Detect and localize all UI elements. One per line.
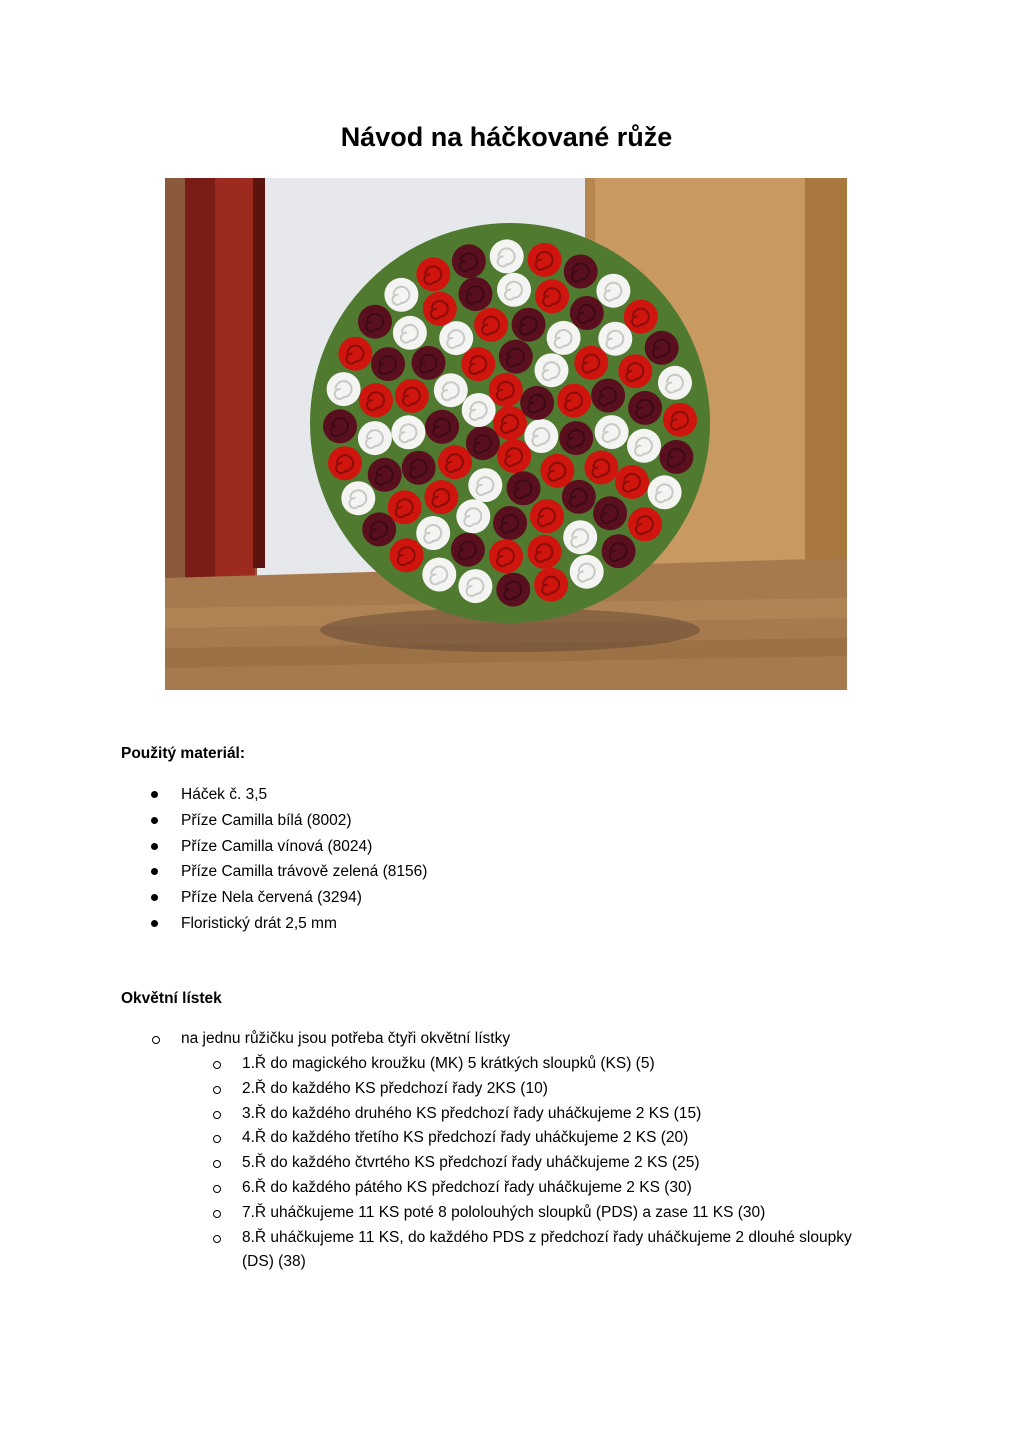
- rose-shape: [416, 516, 450, 550]
- materials-item: Háček č. 3,5: [0, 784, 427, 810]
- rose-shape: [540, 454, 574, 488]
- rose-shape: [358, 305, 392, 339]
- bullet-icon: [151, 843, 158, 850]
- rose-shape: [459, 277, 493, 311]
- rose-shape: [338, 337, 372, 371]
- rose-shape: [425, 410, 459, 444]
- materials-item: Floristický drát 2,5 mm: [0, 913, 427, 939]
- rose-shape: [371, 347, 405, 381]
- rose-shape: [362, 512, 396, 546]
- rose-shape: [474, 308, 508, 342]
- rose-shape: [497, 439, 531, 473]
- rose-shape: [489, 539, 523, 573]
- bullet-icon: [151, 894, 158, 901]
- rose-shape: [391, 415, 425, 449]
- rose-shape: [507, 471, 541, 505]
- rose-shape: [423, 292, 457, 326]
- rose-shape: [535, 279, 569, 313]
- petal-intro-item: na jednu růžičku jsou potřeba čtyři okvětní lístky: [0, 1028, 510, 1050]
- rose-shape: [520, 386, 554, 420]
- circle-bullet-icon: [213, 1210, 221, 1218]
- page-title: Návod na háčkované růže: [340, 122, 673, 152]
- circle-bullet-icon: [213, 1135, 221, 1143]
- rose-shape: [496, 573, 530, 607]
- row-item: 8.Ř uháčkujeme 11 KS, do každého PDS z předchozí řady uháčkujeme 2 dlouhé sloupky (DS) (38): [0, 1226, 852, 1276]
- rose-shape: [458, 569, 492, 603]
- rose-shape: [434, 373, 468, 407]
- rose-shape: [570, 555, 604, 589]
- rose-shape: [341, 481, 375, 515]
- bullet-icon: [151, 817, 158, 824]
- rose-shape: [327, 372, 361, 406]
- circle-bullet-icon: [213, 1061, 221, 1069]
- rose-shape: [384, 278, 418, 312]
- rose-shape: [359, 383, 393, 417]
- rose-shape: [534, 568, 568, 602]
- rose-shape: [456, 499, 490, 533]
- rose-shape: [416, 257, 450, 291]
- materials-item: Příze Camilla bílá (8002): [0, 810, 427, 836]
- rose-shape: [461, 347, 495, 381]
- petal-rows-list: [0, 1052, 852, 1275]
- rose-shape: [524, 419, 558, 453]
- rose-shape: [595, 415, 629, 449]
- rose-shape: [438, 445, 472, 479]
- circle-bullet-icon: [213, 1160, 221, 1168]
- rose-shape: [489, 373, 523, 407]
- rose-shape: [559, 421, 593, 455]
- rose-shape: [628, 507, 662, 541]
- rose-shape: [462, 393, 496, 427]
- rose-shape: [512, 308, 546, 342]
- row-item: 2.Ř do každého KS předchozí řady 2KS (10): [0, 1077, 852, 1102]
- row-item: 3.Ř do každého druhého KS předchozí řady uháčkujeme 2 KS (15): [0, 1102, 852, 1127]
- rose-shape: [658, 366, 692, 400]
- rose-shape: [563, 520, 597, 554]
- rose-shape: [388, 490, 422, 524]
- rose-shape: [627, 429, 661, 463]
- rose-shape: [466, 426, 500, 460]
- rose-shape: [564, 255, 598, 289]
- rose-shape: [535, 353, 569, 387]
- row-item: 6.Ř do každého pátého KS předchozí řady uháčkujeme 2 KS (30): [0, 1176, 852, 1201]
- rose-shape: [452, 244, 486, 278]
- rose-shape: [557, 384, 591, 418]
- rose-shape: [528, 243, 562, 277]
- circle-bullet-icon: [213, 1235, 221, 1243]
- rose-shape: [439, 321, 473, 355]
- petal-heading: Okvětní lístek: [121, 990, 222, 1007]
- rose-shape: [412, 346, 446, 380]
- rose-shape: [493, 406, 527, 440]
- rose-shape: [368, 458, 402, 492]
- rose-shape: [451, 533, 485, 567]
- rose-shape: [596, 274, 630, 308]
- circle-bullet-icon: [152, 1036, 160, 1044]
- rose-shape: [530, 499, 564, 533]
- bouquet-photo: [165, 178, 847, 690]
- materials-item: Příze Camilla trávově zelená (8156): [0, 861, 427, 887]
- rose-shape: [574, 346, 608, 380]
- rose-shape: [645, 331, 679, 365]
- row-item: 4.Ř do každého třetího KS předchozí řady uháčkujeme 2 KS (20): [0, 1126, 852, 1151]
- row-item: 7.Ř uháčkujeme 11 KS poté 8 pololouhých sloupků (PDS) a zase 11 KS (30): [0, 1201, 852, 1226]
- rose-shape: [497, 273, 531, 307]
- bullet-icon: [151, 920, 158, 927]
- rose-shape: [499, 340, 533, 374]
- row-item: 1.Ř do magického kroužku (MK) 5 krátkých sloupků (KS) (5): [0, 1052, 852, 1077]
- rose-shape: [648, 475, 682, 509]
- rose-shape: [323, 409, 357, 443]
- rose-shape: [547, 321, 581, 355]
- rose-shape: [390, 538, 424, 572]
- rose-shape: [528, 535, 562, 569]
- rose-shape: [424, 480, 458, 514]
- rose-shape: [490, 239, 524, 273]
- rose-shape: [615, 465, 649, 499]
- rose-shape: [593, 496, 627, 530]
- rose-shape: [395, 379, 429, 413]
- rose-shape: [663, 403, 697, 437]
- rose-shape: [562, 480, 596, 514]
- materials-list: [0, 784, 427, 939]
- circle-bullet-icon: [213, 1185, 221, 1193]
- rose-shape: [584, 450, 618, 484]
- rose-shape: [468, 468, 502, 502]
- row-item: 5.Ř do každého čtvrtého KS předchozí řady uháčkujeme 2 KS (25): [0, 1151, 852, 1176]
- circle-bullet-icon: [213, 1086, 221, 1094]
- rose-shape: [624, 300, 658, 334]
- rose-shape: [570, 296, 604, 330]
- rose-shape: [628, 391, 662, 425]
- rose-shape: [402, 451, 436, 485]
- materials-heading: Použitý materiál:: [121, 745, 246, 762]
- bullet-icon: [151, 791, 158, 798]
- materials-item: Příze Camilla vínová (8024): [0, 836, 427, 862]
- rose-shape: [358, 421, 392, 455]
- rose-shape: [591, 379, 625, 413]
- rose-shape: [422, 558, 456, 592]
- rose-shape: [493, 506, 527, 540]
- rose-shape: [618, 354, 652, 388]
- rose-shape: [328, 446, 362, 480]
- circle-bullet-icon: [213, 1111, 221, 1119]
- bullet-icon: [151, 868, 158, 875]
- rose-shape: [659, 440, 693, 474]
- rose-shape: [602, 534, 636, 568]
- rose-shape: [393, 316, 427, 350]
- materials-item: Příze Nela červená (3294): [0, 887, 427, 913]
